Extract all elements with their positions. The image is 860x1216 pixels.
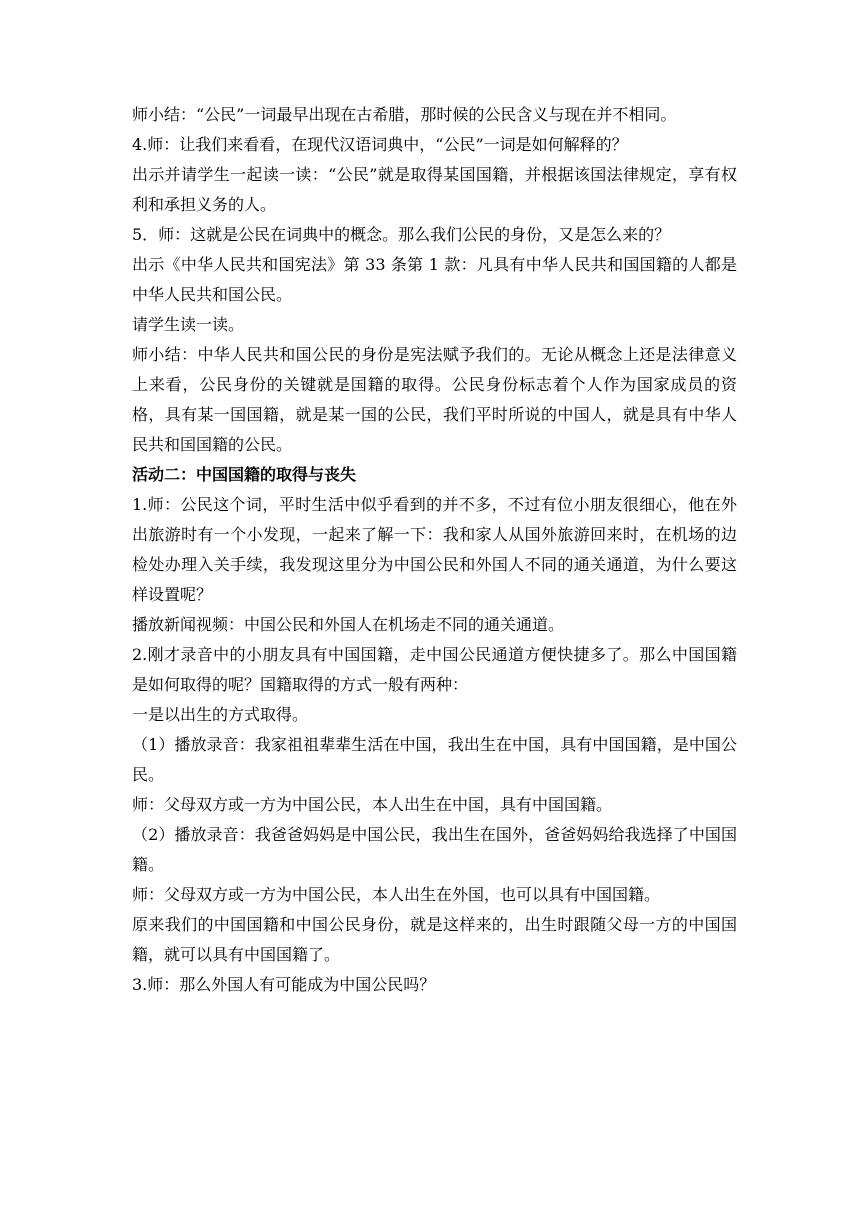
- paragraph-summary-identity: 师小结：中华人民共和国公民的身份是宪法赋予我们的。无论从概念上还是法律意义上来看，公民身份的关键就是国籍的取得。公民身份标志着个人作为国家成员的资格，具有某一国国籍，就是某一国的公民，我们平时所说的中国人，就是具有中华人民共和国国籍的公民。: [132, 345, 737, 454]
- paragraph-by-birth: 一是以出生的方式取得。: [132, 705, 309, 724]
- paragraph-students-read: 请学生读一读。: [132, 315, 245, 334]
- paragraph-recording-2: （2）播放录音：我爸爸妈妈是中国公民，我出生在国外，爸爸妈妈给我选择了中国国籍。: [132, 825, 737, 874]
- paragraph-recording-1: （1）播放录音：我家祖祖辈辈生活在中国，我出生在中国，具有中国国籍，是中国公民。: [132, 735, 737, 784]
- paragraph-step-1-airport: 1.师：公民这个词，平时生活中似乎看到的并不多，不过有位小朋友很细心，他在外出旅游时有一个小发现，一起来了解一下：我和家人从国外旅游回来时，在机场的边检处办理入关手续，我发现这里分为中国公民和外国人不同的通关通道，为什么要这样设置呢？: [132, 495, 737, 604]
- paragraph-dictionary-definition: 出示并请学生一起读一读：“公民”就是取得某国国籍，并根据该国法律规定，享有权利和承担义务的人。: [132, 165, 737, 214]
- paragraph-constitution-article: 出示《中华人民共和国宪法》第 33 条第 1 款：凡具有中华人民共和国国籍的人都是中华人民共和国公民。: [132, 255, 737, 304]
- paragraph-news-video: 播放新闻视频：中国公民和外国人在机场走不同的通关通道。: [132, 615, 565, 634]
- document-body: [132, 100, 737, 1000]
- section-heading-activity-2: 活动二：中国国籍的取得与丧失: [132, 465, 357, 484]
- paragraph-step-3-question: 3.师：那么外国人有可能成为中国公民吗？: [132, 975, 436, 994]
- paragraph-teacher-born-in-china: 师：父母双方或一方为中国公民，本人出生在中国，具有中国国籍。: [132, 795, 613, 814]
- paragraph-conclusion-birth: 原来我们的中国国籍和中国公民身份，就是这样来的，出生时跟随父母一方的中国国籍，就可以具有中国国籍了。: [132, 915, 737, 964]
- paragraph-teacher-born-abroad: 师：父母双方或一方为中国公民，本人出生在外国，也可以具有中国国籍。: [132, 885, 661, 904]
- paragraph-summary-origin: 师小结：“公民”一词最早出现在古希腊，那时候的公民含义与现在并不相同。: [132, 105, 677, 124]
- paragraph-step-5: 5．师：这就是公民在词典中的概念。那么我们公民的身份，又是怎么来的？: [132, 225, 671, 244]
- paragraph-step-2-nationality: 2.刚才录音中的小朋友具有中国国籍，走中国公民通道方便快捷多了。那么中国国籍是如何取得的呢？国籍取得的方式一般有两种：: [132, 645, 737, 694]
- paragraph-step-4: 4.师：让我们来看看，在现代汉语词典中，“公民”一词是如何解释的？: [132, 135, 628, 154]
